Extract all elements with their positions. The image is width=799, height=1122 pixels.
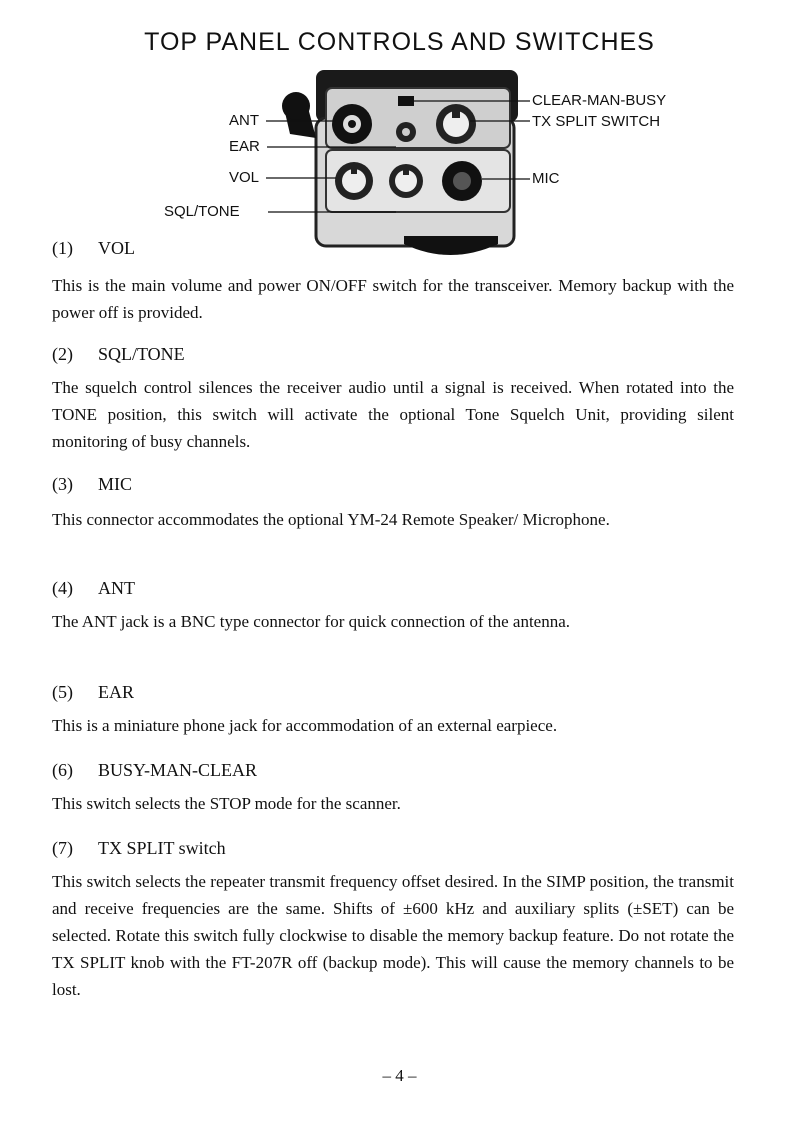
section-heading (52, 344, 185, 365)
section-number: (2) (52, 344, 73, 364)
section-number: (1) (52, 238, 73, 258)
section-title: TX SPLIT switch (98, 838, 226, 858)
callout-clear-man-busy: CLEAR-MAN-BUSY (532, 92, 667, 109)
section-number: (7) (52, 838, 73, 858)
section-heading (52, 578, 135, 599)
callout-vol: VOL (229, 169, 260, 186)
callout-mic: MIC (532, 170, 560, 187)
section-title: EAR (98, 682, 134, 702)
section-heading (52, 760, 257, 781)
section-title: SQL/TONE (98, 344, 185, 364)
tx-split-knob-icon (436, 104, 476, 144)
ear-jack-icon (396, 122, 416, 142)
callout-sql-tone: SQL/TONE (164, 203, 240, 220)
section-number: (5) (52, 682, 73, 702)
section-title: VOL (98, 238, 135, 258)
callout-tx-split: TX SPLIT SWITCH (532, 113, 661, 130)
section-heading (52, 682, 134, 703)
page-number: – 4 – (382, 1066, 417, 1085)
section-body: The squelch control silences the receiver audio until a signal is received. When rotated into the TONE position, this switch will activate the optional Tone Squelch Unit, providing silent monitoring of busy channels. (52, 378, 734, 451)
section-number: (6) (52, 760, 73, 780)
section-number: (3) (52, 474, 73, 494)
section-heading (52, 238, 135, 259)
section-body: This switch selects the STOP mode for the scanner. (52, 794, 401, 813)
ant-jack-icon (332, 104, 372, 144)
callout-ant: ANT (229, 112, 259, 129)
section-title: BUSY-MAN-CLEAR (98, 760, 258, 780)
section-body: This is a miniature phone jack for accommodation of an external earpiece. (52, 716, 558, 735)
page-title: TOP PANEL CONTROLS AND SWITCHES (144, 28, 655, 56)
section-title: MIC (98, 474, 133, 494)
mic-connector-icon (442, 161, 482, 201)
section-number: (4) (52, 578, 73, 598)
section-body: This connector accommodates the optional YM-24 Remote Speaker/ Microphone. (52, 510, 610, 529)
sql-tone-knob-icon (389, 164, 423, 198)
section-body: This is the main volume and power ON/OFF switch for the transceiver. Memory backup with the power off is provided. (52, 276, 734, 322)
section-heading (52, 474, 132, 495)
section-heading (52, 838, 226, 859)
callout-ear: EAR (229, 138, 260, 155)
section-body: The ANT jack is a BNC type connector for quick connection of the antenna. (52, 612, 571, 631)
section-body: This switch selects the repeater transmit frequency offset desired. In the SIMP position, the transmit and receive frequencies are the same. Shifts of ±600 kHz and auxiliary splits (±SET) can be selected. Rotate this switch fully clockwise to disable the memory backup feature. Do not rotate the TX SPLIT knob with the FT-207R off (backup mode). This will cause the memory channels to be lost. (52, 872, 734, 999)
section-title: ANT (98, 578, 135, 598)
vol-knob-icon (335, 162, 373, 200)
